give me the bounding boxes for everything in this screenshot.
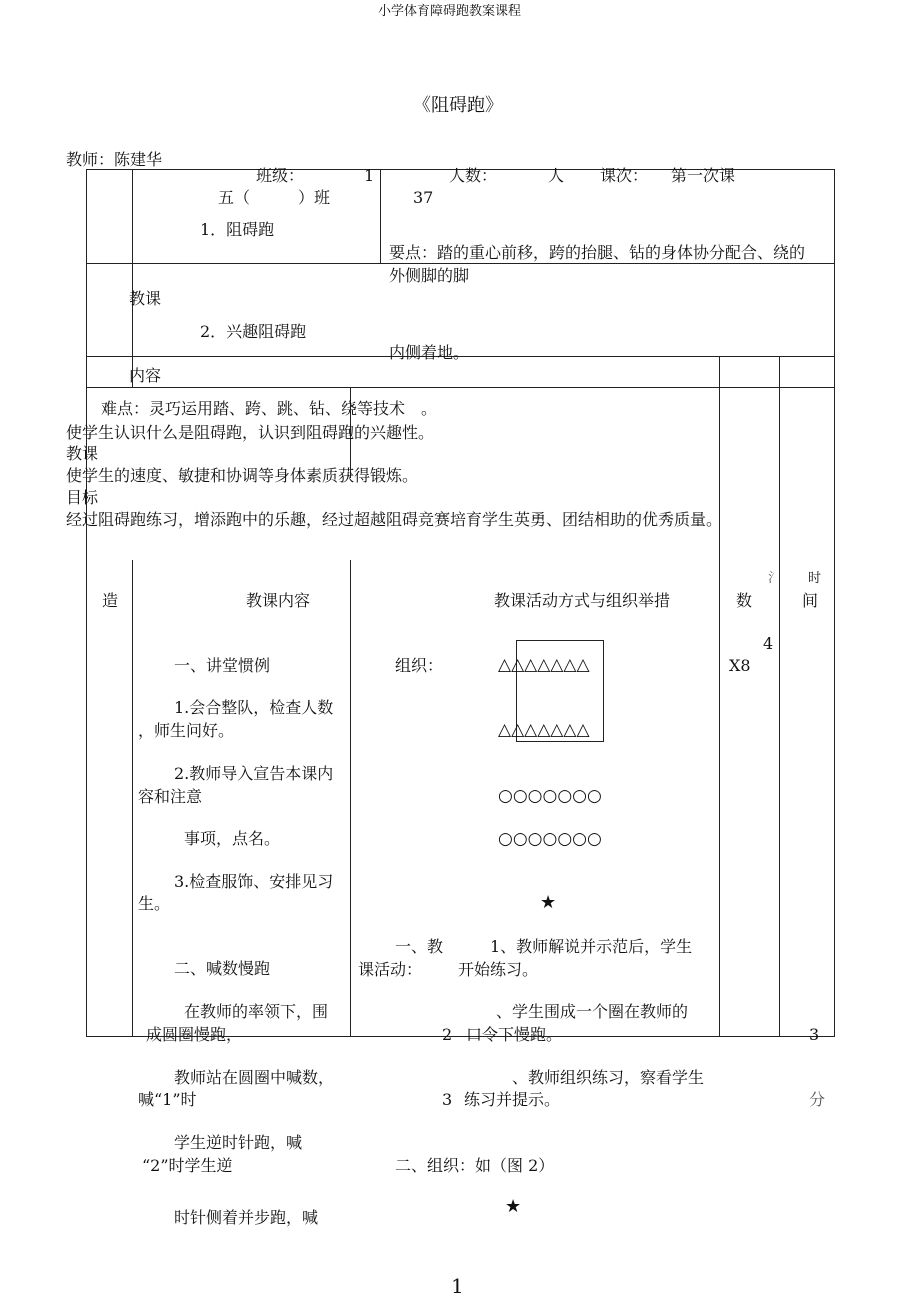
routine-2-line-c: 事项，点名。 <box>184 829 281 848</box>
activity-step-3: 、教师组织练习，察看学生 <box>512 1068 705 1087</box>
row-divider-3 <box>86 387 834 388</box>
routine-3-line-b: 生。 <box>138 894 171 913</box>
activity-label-b: 课活动： <box>358 960 423 979</box>
info-divider <box>380 169 381 263</box>
goal-label-b: 目标 <box>66 488 99 507</box>
circle-row-1: ○○○○○○○ <box>498 786 602 806</box>
section-2-title: 二、喊数慢跑 <box>174 959 271 978</box>
goal-label-a: 教课 <box>66 444 99 463</box>
col-divider-label <box>132 169 133 387</box>
jog-text-6: “2”时学生逆 <box>142 1156 233 1175</box>
jog-text-3: 教师站在圆圈中喊数， <box>174 1068 335 1087</box>
time-value: 3 <box>809 1025 820 1044</box>
lesson-value: 第一次课 <box>671 166 736 185</box>
routine-2-line-a: 2.教师导入宣告本课内 <box>174 764 334 783</box>
activity-step-3-cont: 练习并提示。 <box>464 1090 561 1109</box>
routine-1-line-a: 1.会合整队，检查人数 <box>174 698 334 717</box>
page-number: 1 <box>451 1274 464 1298</box>
class-number: 1 <box>364 166 375 185</box>
table-left-border <box>86 169 87 1037</box>
activity-step-2-num: 2 <box>442 1025 453 1044</box>
jog-text-5: 学生逆时针跑，喊 <box>174 1133 303 1152</box>
routine-1-line-b: ，师生问好。 <box>138 721 235 740</box>
triangle-row-2: △△△△△△△ <box>498 720 590 740</box>
head-col-4-top: 氵 <box>768 571 782 586</box>
jog-text-1: 在教师的率领下，围 <box>184 1002 329 1021</box>
head-col-3: 教课活动方式与组织举措 <box>494 591 671 610</box>
count-value: 37 <box>413 188 434 207</box>
triangle-row-1: △△△△△△△ <box>498 655 590 675</box>
head-col-4: 数 <box>736 591 753 610</box>
teacher-name: 教师：陈建华 <box>66 150 163 169</box>
jog-text-7: 时针侧着并步跑，喊 <box>174 1208 319 1227</box>
teacher-star-icon: ★ <box>540 892 557 913</box>
goal-2: 使学生的速度、敏捷和协调等身体素质获得锻炼。 <box>66 466 419 485</box>
page-header: 小学体育障碍跑教案课程 <box>378 4 522 19</box>
content-label-b: 内容 <box>129 366 162 385</box>
organization-2: 二、组织：如（图 2） <box>395 1156 555 1175</box>
section-1-title: 一、讲堂惯例 <box>174 656 271 675</box>
col-divider-body-1 <box>132 560 133 1037</box>
jog-text-4: 喊“1”时 <box>138 1090 197 1109</box>
jog-text-2: 成圆圈慢跑， <box>146 1025 243 1044</box>
content-item-2: 2．兴趣阻碍跑 <box>200 322 307 341</box>
activity-step-1-cont: 开始练习。 <box>458 960 539 979</box>
keypoint-line-3: 内侧着地。 <box>389 343 470 362</box>
table-right-border <box>834 169 835 1037</box>
content-item-1: 1．阻碍跑 <box>200 220 275 239</box>
activity-step-3-num: 3 <box>442 1090 453 1109</box>
goal-1: 使学生认识什么是阻碍跑，认识到阻碍跑的兴趣性。 <box>66 423 435 442</box>
count-label: 人数： <box>449 166 498 185</box>
head-col-2: 教课内容 <box>246 591 311 610</box>
col-divider-time <box>779 356 780 1037</box>
class-value: 五（ ）班 <box>218 188 331 207</box>
activity-step-2-cont: 口令下慢跑。 <box>466 1025 563 1044</box>
routine-2-line-b: 容和注意 <box>138 787 203 806</box>
goal-3: 经过阻碍跑练习，增添跑中的乐趣，经过超越阻碍竞赛培育学生英勇、团结相助的优秀质量。 <box>66 510 723 529</box>
row-divider-1 <box>86 263 834 264</box>
organization-label: 组织： <box>395 656 444 675</box>
class-label: 班级： <box>256 166 305 185</box>
content-label-a: 教课 <box>129 289 162 308</box>
time-unit: 分 <box>809 1090 826 1109</box>
col-divider-count <box>719 356 720 1037</box>
head-col-5: 间 <box>802 591 819 610</box>
col-divider-body-2 <box>350 560 351 1037</box>
page-title: 《阻碍跑》 <box>413 95 503 116</box>
count-multiplier: X8 <box>729 656 751 675</box>
head-col-1: 造 <box>102 591 119 610</box>
count-multiplier-top: 4 <box>763 634 774 653</box>
routine-3-line-a: 3.检查服饰、安排见习 <box>174 872 334 891</box>
head-col-5-top: 时 <box>808 571 822 586</box>
keypoint-line-2: 外侧脚的脚 <box>389 266 470 285</box>
keypoint-line-1: 要点：踏的重心前移，跨的抬腿、钻的身体协分配合、绕的 <box>389 243 806 262</box>
count-unit: 人 <box>548 166 565 185</box>
circle-row-2: ○○○○○○○ <box>498 829 602 849</box>
teacher-star-icon-2: ★ <box>505 1196 522 1217</box>
difficulty-text: 难点：灵巧运用踏、跨、跳、钻、绕等技术 。 <box>101 399 438 418</box>
lesson-label: 课次： <box>600 166 649 185</box>
activity-step-2: 、学生围成一个圈在教师的 <box>496 1002 689 1021</box>
activity-label-a: 一、教 <box>395 937 444 956</box>
activity-step-1: 1、教师解说并示范后，学生 <box>490 937 693 956</box>
